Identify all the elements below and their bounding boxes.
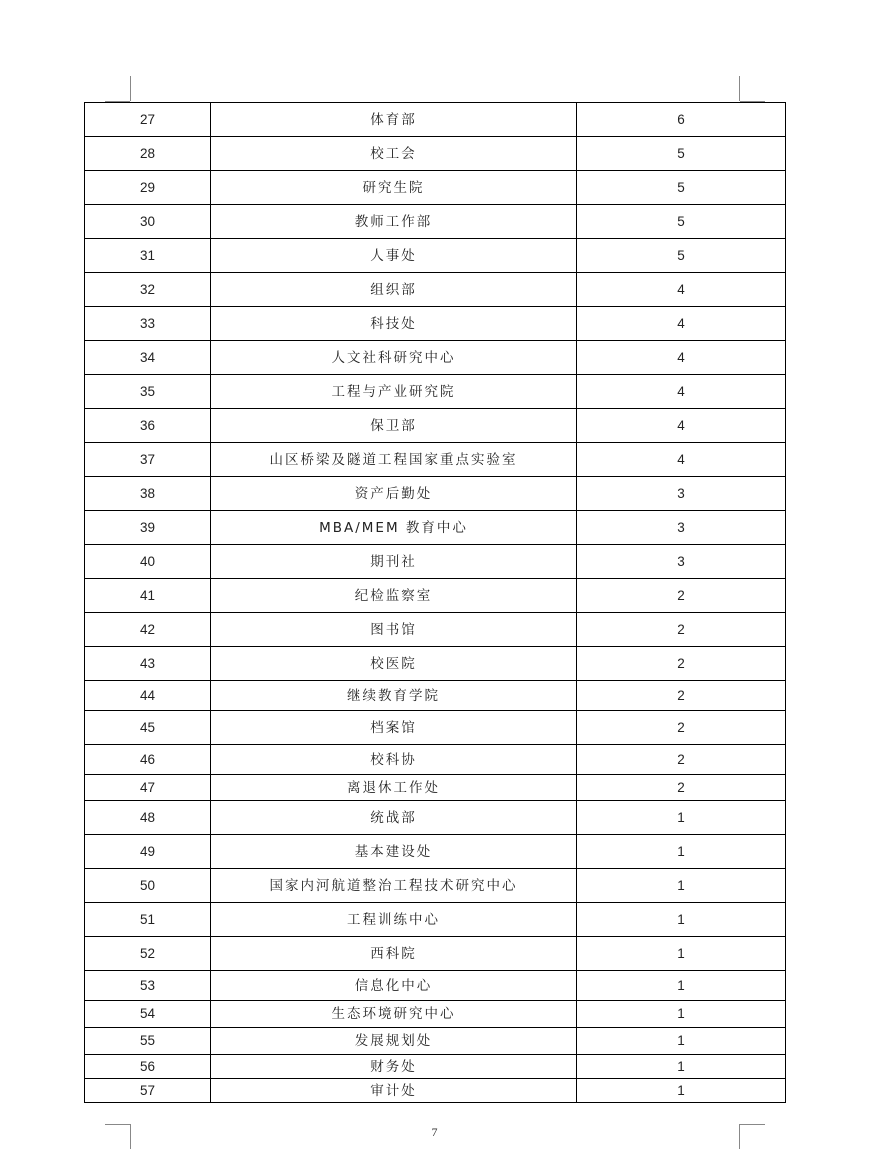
table-row (85, 1001, 786, 1028)
department-name: 西科院 (211, 937, 577, 971)
department-name: 山区桥梁及隧道工程国家重点实验室 (211, 443, 577, 477)
department-name: 组织部 (211, 273, 577, 307)
page-number: 7 (431, 1125, 438, 1139)
row-count: 1 (577, 801, 786, 835)
department-name: 离退休工作处 (211, 775, 577, 801)
table-row (85, 647, 786, 681)
row-count: 2 (577, 613, 786, 647)
row-number: 33 (85, 307, 211, 341)
table-row (85, 711, 786, 745)
department-name: 财务处 (211, 1055, 577, 1079)
row-number: 46 (85, 745, 211, 775)
department-name: 工程与产业研究院 (211, 375, 577, 409)
row-number: 56 (85, 1055, 211, 1079)
table-row (85, 835, 786, 869)
department-name: 校工会 (211, 137, 577, 171)
row-count: 1 (577, 1028, 786, 1055)
department-name: 发展规划处 (211, 1028, 577, 1055)
department-name: 期刊社 (211, 545, 577, 579)
department-name: 教师工作部 (211, 205, 577, 239)
table-row (85, 579, 786, 613)
row-number: 47 (85, 775, 211, 801)
row-number: 28 (85, 137, 211, 171)
table-row (85, 545, 786, 579)
row-number: 50 (85, 869, 211, 903)
department-name: 保卫部 (211, 409, 577, 443)
department-name: 研究生院 (211, 171, 577, 205)
table-row (85, 801, 786, 835)
table-row (85, 511, 786, 545)
row-count: 2 (577, 681, 786, 711)
row-number: 57 (85, 1079, 211, 1103)
row-count: 5 (577, 137, 786, 171)
table-row (85, 971, 786, 1001)
row-count: 2 (577, 647, 786, 681)
row-count: 6 (577, 103, 786, 137)
table-row (85, 239, 786, 273)
table-row (85, 1028, 786, 1055)
row-number: 34 (85, 341, 211, 375)
department-name: 校医院 (211, 647, 577, 681)
row-number: 36 (85, 409, 211, 443)
table-row (85, 937, 786, 971)
department-name: 体育部 (211, 103, 577, 137)
table-row (85, 171, 786, 205)
department-name: 统战部 (211, 801, 577, 835)
row-count: 1 (577, 971, 786, 1001)
department-name: 人事处 (211, 239, 577, 273)
row-number: 49 (85, 835, 211, 869)
table-row (85, 1055, 786, 1079)
department-name: 基本建设处 (211, 835, 577, 869)
department-name: 资产后勤处 (211, 477, 577, 511)
table-row (85, 443, 786, 477)
row-count: 1 (577, 903, 786, 937)
row-number: 45 (85, 711, 211, 745)
department-name: 国家内河航道整治工程技术研究中心 (211, 869, 577, 903)
row-number: 53 (85, 971, 211, 1001)
department-name: 校科协 (211, 745, 577, 775)
row-number: 40 (85, 545, 211, 579)
row-number: 54 (85, 1001, 211, 1028)
table-row (85, 103, 786, 137)
department-name: 审计处 (211, 1079, 577, 1103)
table-row (85, 745, 786, 775)
row-count: 1 (577, 1001, 786, 1028)
table-row (85, 903, 786, 937)
table-row (85, 681, 786, 711)
row-number: 55 (85, 1028, 211, 1055)
table-row (85, 409, 786, 443)
row-count: 2 (577, 745, 786, 775)
row-count: 5 (577, 239, 786, 273)
table-row (85, 775, 786, 801)
department-name: 继续教育学院 (211, 681, 577, 711)
row-number: 42 (85, 613, 211, 647)
table-row (85, 341, 786, 375)
row-count: 4 (577, 341, 786, 375)
row-count: 4 (577, 307, 786, 341)
row-number: 52 (85, 937, 211, 971)
row-count: 4 (577, 273, 786, 307)
table-row (85, 869, 786, 903)
row-count: 3 (577, 511, 786, 545)
row-number: 29 (85, 171, 211, 205)
row-number: 37 (85, 443, 211, 477)
row-count: 1 (577, 869, 786, 903)
table-row (85, 205, 786, 239)
row-count: 4 (577, 409, 786, 443)
department-name: MBA/MEM 教育中心 (211, 511, 577, 545)
row-number: 44 (85, 681, 211, 711)
department-table-body (85, 103, 786, 1103)
row-count: 4 (577, 443, 786, 477)
row-count: 5 (577, 205, 786, 239)
row-number: 48 (85, 801, 211, 835)
crop-mark-top-left-vertical (130, 76, 131, 101)
row-number: 30 (85, 205, 211, 239)
row-number: 51 (85, 903, 211, 937)
table-row (85, 273, 786, 307)
department-name: 纪检监察室 (211, 579, 577, 613)
row-count: 2 (577, 711, 786, 745)
row-count: 2 (577, 775, 786, 801)
crop-mark-top-right-vertical (739, 76, 740, 101)
row-number: 32 (85, 273, 211, 307)
row-number: 27 (85, 103, 211, 137)
row-number: 39 (85, 511, 211, 545)
table-row (85, 375, 786, 409)
department-table (84, 102, 786, 1103)
row-count: 1 (577, 1079, 786, 1103)
department-name: 图书馆 (211, 613, 577, 647)
department-name: 科技处 (211, 307, 577, 341)
row-number: 41 (85, 579, 211, 613)
row-number: 43 (85, 647, 211, 681)
row-count: 1 (577, 937, 786, 971)
department-name: 人文社科研究中心 (211, 341, 577, 375)
department-name: 工程训练中心 (211, 903, 577, 937)
row-count: 1 (577, 835, 786, 869)
row-count: 5 (577, 171, 786, 205)
row-count: 2 (577, 579, 786, 613)
row-number: 31 (85, 239, 211, 273)
row-count: 1 (577, 1055, 786, 1079)
row-number: 38 (85, 477, 211, 511)
row-count: 3 (577, 477, 786, 511)
department-name: 生态环境研究中心 (211, 1001, 577, 1028)
row-count: 4 (577, 375, 786, 409)
table-row (85, 613, 786, 647)
department-name: 信息化中心 (211, 971, 577, 1001)
department-name: 档案馆 (211, 711, 577, 745)
table-row (85, 307, 786, 341)
table-row (85, 477, 786, 511)
row-count: 3 (577, 545, 786, 579)
table-row (85, 137, 786, 171)
row-number: 35 (85, 375, 211, 409)
table-row (85, 1079, 786, 1103)
